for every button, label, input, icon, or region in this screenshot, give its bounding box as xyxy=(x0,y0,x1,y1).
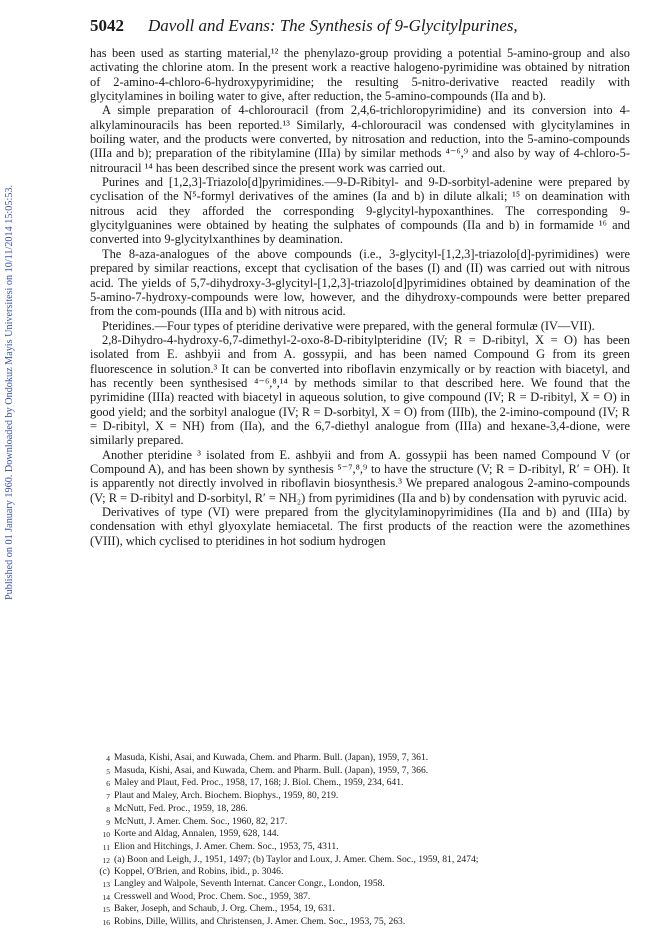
footnote-number: 4 xyxy=(106,754,110,763)
footnote-text: McNutt, J. Amer. Chem. Soc., 1960, 82, 217. xyxy=(114,815,288,827)
footnote xyxy=(90,816,630,829)
footnote-number: (c) xyxy=(99,866,110,878)
footnote xyxy=(90,765,630,778)
page-number: 5042 xyxy=(90,16,124,35)
footnote-number: 6 xyxy=(106,779,110,789)
paragraph: A simple preparation of 4-chlorouracil (from 2,4,6-trichloropyrimidine) and its conversion into 4-alkylaminouracils has been reported.¹³ Similarly, 4-chlorouracil was condensed with glycitylamines in boiling water, and the products were converted, by nitrosation and reduction, into the 5-amino-compounds (IIIa and b); preparation of the ribitylamine (IIIa) by similar methods ⁴⁻⁶,⁹ and also by way of 4-chloro-5-nitrouracil ¹⁴ has been described since the present work was carried out. xyxy=(90,103,630,175)
footnote xyxy=(90,854,630,867)
footnote-text: Langley and Walpole, Seventh Internat. Cancer Congr., London, 1958. xyxy=(114,878,385,890)
footnote xyxy=(90,828,630,841)
footnote-text: Maley and Plaut, Fed. Proc., 1958, 17, 168; J. Biol. Chem., 1959, 234, 641. xyxy=(114,777,404,789)
footnote-number: 13 xyxy=(102,880,110,890)
footnote xyxy=(90,803,630,816)
paragraph: Derivatives of type (VI) were prepared from the glycitylaminopyrimidines (IIa and b) and (IIIa) by condensation with ethyl glyoxylate hemiacetal. The first products of the reaction were the azomethines (VIII), which cyclised to pteridines in hot sodium hydrogen xyxy=(90,505,630,548)
download-stamp xyxy=(4,40,18,600)
footnote-text: Plaut and Maley, Arch. Biochem. Biophys., 1959, 80, 219. xyxy=(114,790,339,802)
footnote-text: McNutt, Fed. Proc., 1959, 18, 286. xyxy=(114,802,248,814)
body-text xyxy=(90,46,630,548)
footnote-text: Masuda, Kishi, Asai, and Kuwada, Chem. and Pharm. Bull. (Japan), 1959, 7, 366. xyxy=(114,764,429,776)
footnote xyxy=(90,790,630,803)
footnote xyxy=(90,891,630,904)
download-stamp-text: Published on 01 January 1960. Downloaded by Ondokuz Mayis Universitesi on 10/11/2014 15:05:53. xyxy=(4,184,15,600)
footnote-text: Elion and Hitchings, J. Amer. Chem. Soc., 1953, 75, 4311. xyxy=(114,840,339,852)
paragraph: 2,8-Dihydro-4-hydroxy-6,7-dimethyl-2-oxo-8-D-ribitylpteridine (IV; R = D-ribityl, X = O) has been isolated from E. ashbyii and from A. gossypii, and has been named Compound G from its green fluorescence in solution.³ It can be converted into riboflavin enzymically or by reaction with biacetyl, and has recently been synthesised ⁴⁻⁶,⁸,¹⁴ by methods similar to that described here. We found that the pyrimidine (IIIa) reacted with biacetyl in aqueous solution, to give compound (IV; R = D-ribityl, X = O) in good yield; and the sorbityl analogue (IV; R = D-sorbityl, X = O) from (IIIb), the 2-imino-compound (IV; R = D-ribityl, X = NH) from (IIa), and the 6,7-diethyl analogue from (IIIa) and hexane-3,4-dione, were similarly prepared. xyxy=(90,332,630,448)
footnote-number: 15 xyxy=(102,905,110,915)
footnote xyxy=(90,878,630,891)
footnote-number: 8 xyxy=(106,804,110,814)
paragraph: Pteridines.—Four types of pteridine derivative were prepared, with the general formulæ (IV—VII). xyxy=(102,318,595,333)
paragraph: Purines and [1,2,3]-Triazolo[d]pyrimidines.—9-D-Ribityl- and 9-D-sorbityl-adenine were prepared by cyclisation of the N⁵-formyl derivatives of the amines (Ia and b) in dilute alkali; ¹⁵ on deamination with nitrous acid they afforded the corresponding 9-glycityl-hypoxanthines. The corresponding 9-glycitylguanines were obtained by heating the sulphates of compounds (IIa and b) in formamide ¹⁶ and converted into 9-glycitylxanthines by deamination. xyxy=(90,175,630,247)
footnote-number: 16 xyxy=(102,918,110,928)
paragraph: Another pteridine ³ isolated from E. ashbyii and from A. gossypii has been named Compound V (or Compound A), and has been shown by synthesis ⁵⁻⁷,⁸,⁹ to have the structure (V; R = D-ribityl, R′ = OH). It is apparently not directly involved in riboflavin biosynthesis.³ We prepared analogous 2-amino-compounds (V; R = D-ribityl and D-sorbityl, R′ = NH₂) from pyrimidines (IIa and b) by condensation with pyruvic acid. xyxy=(90,447,630,505)
footnote-text: Korte and Aldag, Annalen, 1959, 628, 144. xyxy=(114,828,279,840)
footnote-text: Masuda, Kishi, Asai, and Kuwada, Chem. and Pharm. Bull. (Japan), 1959, 7, 361. xyxy=(114,752,429,763)
footnote-text: Koppel, O'Brien, and Robins, ibid., p. 3046. xyxy=(114,866,284,878)
footnote xyxy=(90,903,630,916)
footnote-number: 14 xyxy=(102,892,110,902)
paragraph: has been used as starting material,¹² the phenylazo-group providing a potential 5-amino-group and also activating the chlorine atom. In the present work a reactive halogeno-pyrimidine was obtained by nitration of 2-amino-4-chloro-6-hydroxypyrimidine; the resulting 5-nitro-derivative reacted readily with glycitylamines in boiling water to give, after reduction, the 5-amino-compounds (IIa and b). xyxy=(90,46,630,104)
footnote-number: 11 xyxy=(102,842,110,852)
footnote-number: 5 xyxy=(106,766,110,776)
running-title: Davoll and Evans: The Synthesis of 9-Glycitylpurines, xyxy=(148,16,518,35)
footnote-text: (a) Boon and Leigh, J., 1951, 1497; (b) Taylor and Loux, J. Amer. Chem. Soc., 1959, 81, 2474; xyxy=(114,853,479,865)
footnote xyxy=(90,841,630,854)
footnote-text: Cresswell and Wood, Proc. Chem. Soc., 1959, 387. xyxy=(114,890,311,902)
footnote-number: 7 xyxy=(106,792,110,802)
footnote-number: 10 xyxy=(102,830,110,840)
footnote-number: 12 xyxy=(102,855,110,865)
footnotes xyxy=(90,752,630,929)
footnote-text: Robins, Dille, Willits, and Christensen, J. Amer. Chem. Soc., 1953, 75, 263. xyxy=(114,916,406,928)
paragraph: The 8-aza-analogues of the above compounds (i.e., 3-glycityl-[1,2,3]-triazolo[d]-pyrimidines) were prepared by similar reactions, except that cyclisation of the bases (I) and (II) was carried out with nitrous acid. The yields of 5,7-dihydroxy-3-glycityl-[1,2,3]-triazolo[d]pyrimidines obtained by deamination of the 5-amino-7-hydroxy-compounds were low, however, and the dihydroxy-compounds were better prepared from the com-pounds (IIIa and b) with nitrous acid. xyxy=(90,246,630,319)
page-header xyxy=(90,16,630,40)
footnote-text: Baker, Joseph, and Schaub, J. Org. Chem., 1954, 19, 631. xyxy=(114,903,335,915)
footnote-number: 9 xyxy=(106,817,110,827)
footnote xyxy=(90,777,630,790)
footnote xyxy=(90,916,630,929)
footnote xyxy=(90,866,630,878)
footnote xyxy=(90,752,630,765)
